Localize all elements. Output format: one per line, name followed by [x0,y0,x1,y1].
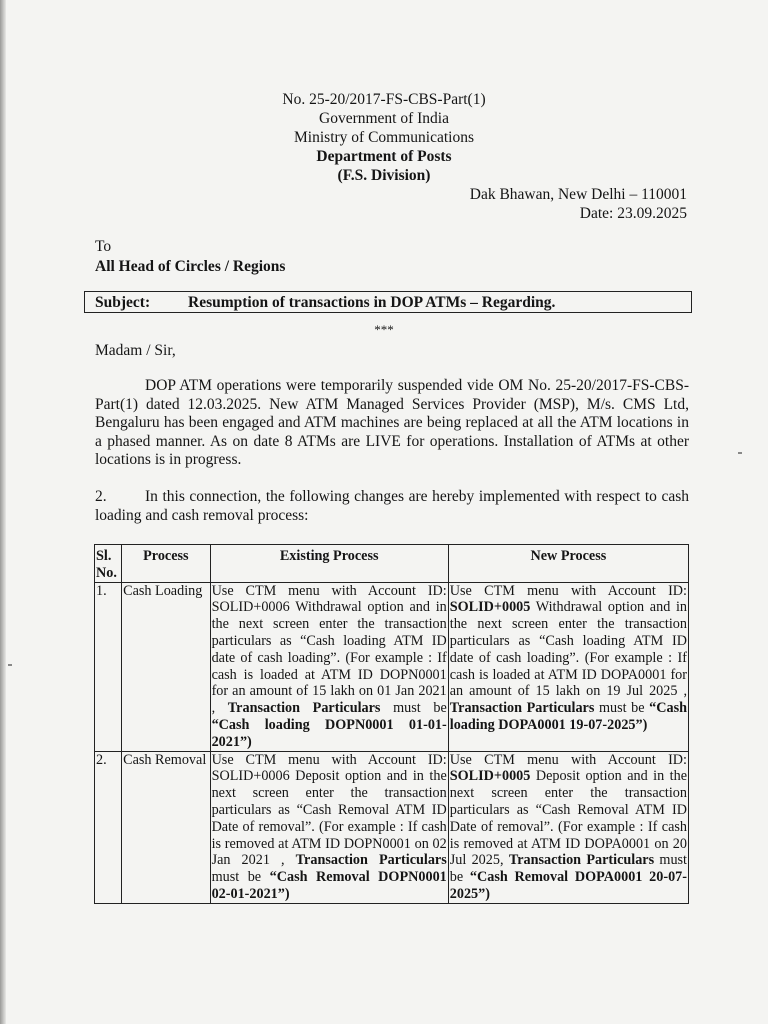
table-row [95,582,689,751]
government-line: Government of India [319,110,449,127]
paragraph-2-text: In this connection, the following changes are hereby implemented with respect to cash loading and cash removal process: [95,488,689,524]
row-existing-process [210,582,448,751]
recipient-line: All Head of Circles / Regions [95,258,286,275]
row-new-process [448,582,688,751]
new-bold-account: SOLID+0005 [449,599,531,616]
paragraph-1 [95,377,689,470]
new-bold-label: Transaction Particulars [508,852,655,869]
new-bold-account: SOLID+0005 [449,768,531,785]
existing-bold-label: Transaction Particulars [295,852,447,869]
existing-text-mid: must be [211,869,270,886]
new-bold-example: “Cash Removal DOPA0001 20-07-2025”) [449,869,687,902]
subject-text: Resumption of transactions in DOP ATMs – Regarding. [188,294,556,311]
header-existing-process: Existing Process [210,545,448,583]
separator-stars: *** [374,322,394,337]
subject-box [84,291,692,313]
new-bold-label: Transaction Particulars [449,700,595,717]
row-new-process [448,751,688,903]
row-process: Cash Removal [122,751,210,903]
row-sl: 1. [95,582,122,751]
table-header-row [95,545,689,583]
existing-bold-label: Transaction Particulars [227,700,381,717]
new-text-mid: Deposit option and in the next screen enter the transaction particulars as “Cash Removal ATM ID Date of removal”. (For example : If cash is removed at ATM ID DOPA0001 on 20 Jul 2025, [449,768,687,869]
new-text-mid: Withdrawal option and in the next screen enter the transaction particulars as “Cash loading ATM ID date of cash loading”. (For example : If cash is loaded at ATM ID DOPA0001 for an amount of 15 lakh on 19 Jul 2025 , [449,599,687,700]
paragraph-1-text: DOP ATM operations were temporarily suspended vide OM No. 25-20/2017-FS-CBS-Part(1) dated 12.03.2025. New ATM Managed Services Provider (MSP), M/s. CMS Ltd, Bengaluru has been engaged and ATM machines are being replaced at all the ATM locations in a phased manner. As on date 8 ATMs are LIVE for operations. Installation of ATMs at other locations is in progress. [95,377,689,468]
row-process: Cash Loading [122,582,210,751]
new-text: Use CTM menu with Account ID: [449,751,687,768]
scan-mark [738,452,742,454]
salutation: Madam / Sir, [95,342,176,359]
existing-text-mid: must be [380,700,447,717]
scan-edge [0,0,6,1024]
new-text-mid2: must be [449,852,688,886]
header-process: Process [122,545,210,583]
existing-text: Use CTM menu with Account ID: SOLID+0006 Deposit option and in the next screen enter the transaction particulars as “Cash Removal ATM ID Date of removal”. (For example : If cash is removed at ATM ID DOPN0001 on 02 Jan 2021 , [211,751,447,869]
ministry-line: Ministry of Communications [294,129,474,146]
subject-label: Subject: [95,294,151,311]
new-bold-example: “Cash loading DOPA0001 19-07-2025”) [449,700,687,733]
header-sl-no: Sl. No. [95,545,122,583]
date-line: Date: 23.09.2025 [579,205,687,222]
paragraph-2 [95,488,689,525]
addressee-block [95,237,285,277]
row-existing-process [210,751,448,903]
file-number: No. 25-20/2017-FS-CBS-Part(1) [282,91,486,108]
new-text: Use CTM menu with Account ID: [449,582,687,599]
address-line: Dak Bhawan, New Delhi – 110001 [469,186,687,203]
existing-bold-example: “Cash loading DOPN0001 01-01-2021”) [211,716,447,750]
division-line: (F.S. Division) [337,167,431,184]
paragraph-2-number: 2. [95,488,107,505]
to-label: To [95,238,112,255]
new-text-mid2: must be [594,700,650,717]
row-sl: 2. [95,751,122,903]
scan-mark [8,664,12,666]
department-line: Department of Posts [316,148,452,165]
process-table [94,544,689,904]
existing-text: Use CTM menu with Account ID: SOLID+0006 Withdrawal option and in the next screen enter the transaction particulars as “Cash loading ATM ID date of cash loading”. (For example : If cash is loaded at ATM ID DOPN0001 for an amount of 15 lakh on 01 Jan 2021 , [211,582,447,717]
existing-bold-example: “Cash Removal DOPN0001 02-01-2021”) [211,869,447,902]
table-row [95,751,689,903]
header-new-process: New Process [448,545,688,583]
